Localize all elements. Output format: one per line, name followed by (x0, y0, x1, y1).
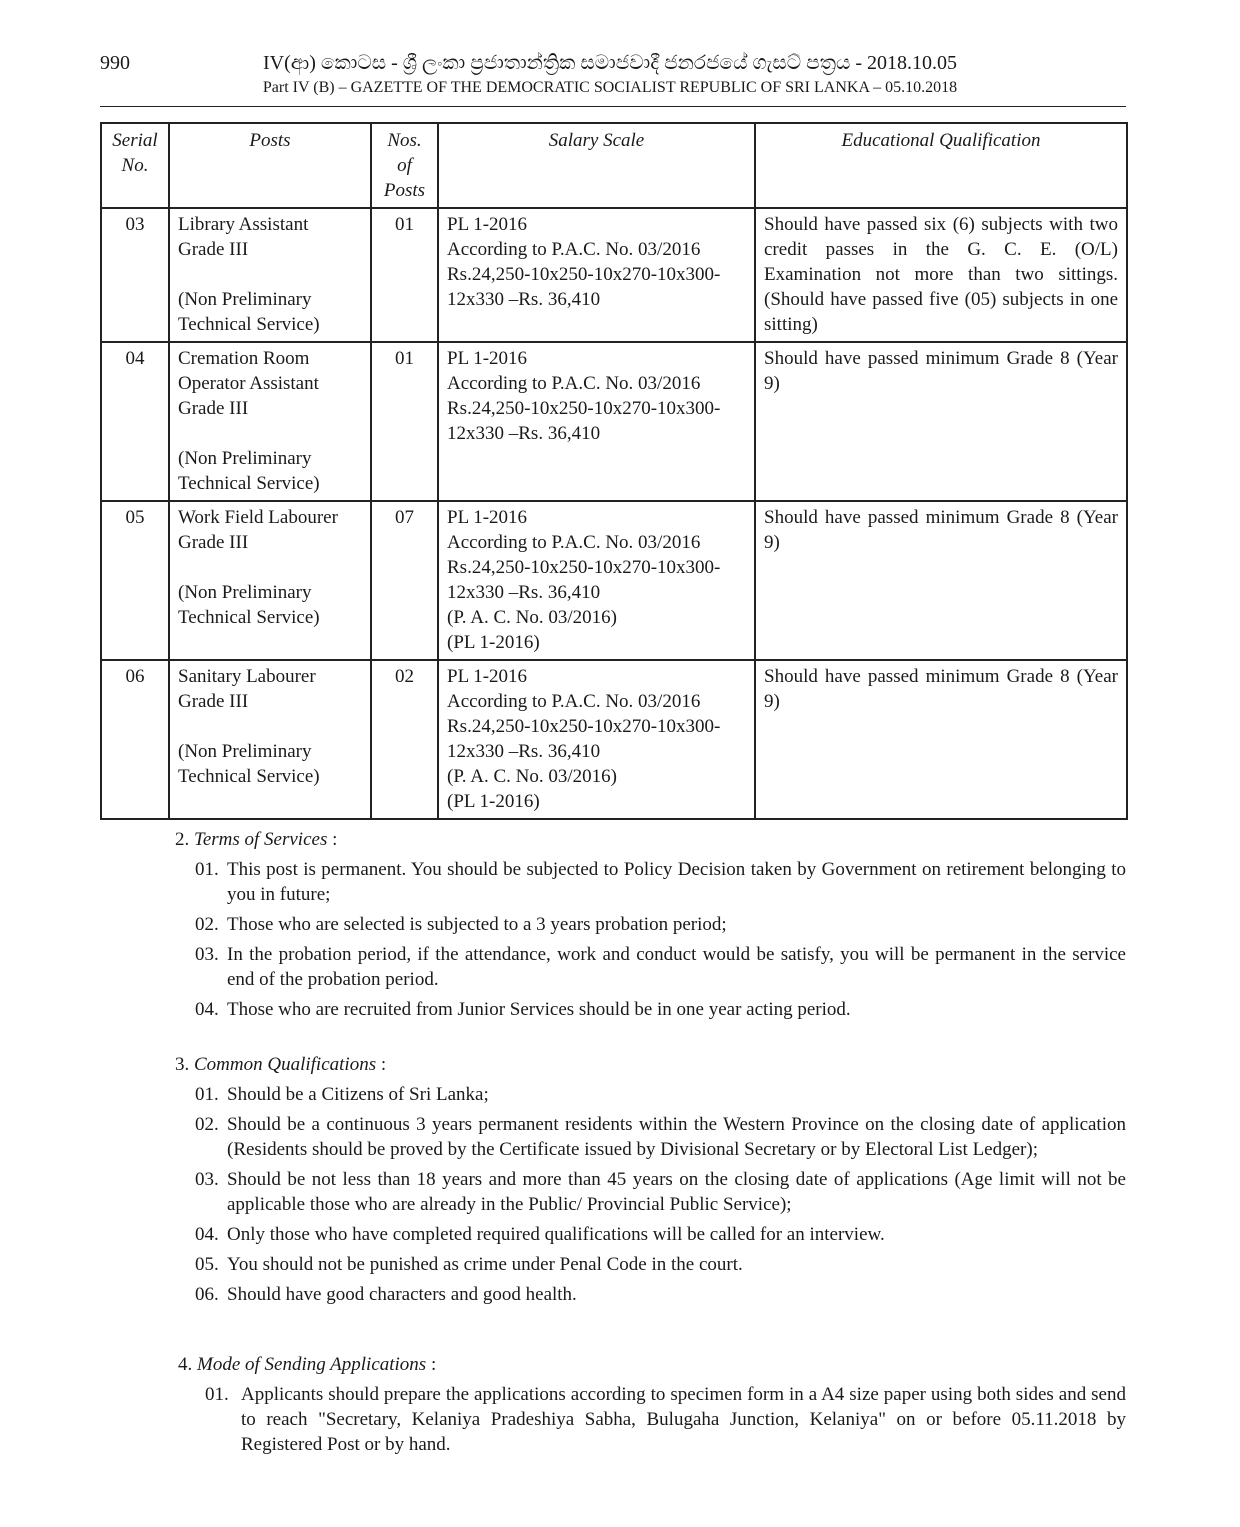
list-item (195, 1252, 1126, 1277)
list-item-number: 04. (195, 1224, 219, 1245)
table-row (101, 501, 1127, 660)
serial-number-cell: 03 (101, 208, 169, 342)
list-item (195, 912, 1126, 937)
number-of-posts-cell: 01 (371, 208, 438, 342)
list-item-number: 03. (195, 1169, 219, 1190)
post-name-cell: Cremation Room Operator Assistant Grade III (Non Preliminary Technical Service) (169, 342, 371, 501)
section-terms-of-services (175, 827, 1126, 1022)
serial-number-cell: 06 (101, 660, 169, 819)
number-of-posts-cell: 02 (371, 660, 438, 819)
serial-number-cell: 04 (101, 342, 169, 501)
page-number: 990 (100, 52, 130, 74)
list-item-text: You should not be punished as crime under Penal Code in the court. (227, 1254, 743, 1275)
educational-qualification-cell: Should have passed minimum Grade 8 (Year 9) (755, 660, 1127, 819)
header-nos-of-posts: Nos. of Posts (371, 123, 438, 208)
number-of-posts-cell: 07 (371, 501, 438, 660)
list-item-number: 01. (205, 1384, 229, 1405)
table-row (101, 208, 1127, 342)
list-item (195, 1282, 1126, 1307)
salary-scale-cell: PL 1-2016 According to P.A.C. No. 03/2016 Rs.24,250-10x250-10x270-10x300- 12x330 –Rs. 36,410 (P. A. C. No. 03/2016) (PL 1-2016) (438, 660, 755, 819)
educational-qualification-cell: Should have passed minimum Grade 8 (Year 9) (755, 342, 1127, 501)
educational-qualification-cell: Should have passed minimum Grade 8 (Year 9) (755, 501, 1127, 660)
list-item (195, 1112, 1126, 1162)
posts-table (100, 122, 1128, 820)
section-heading: 2. Terms of Services : (175, 829, 338, 850)
list-item-text: In the probation period, if the attendance, work and conduct would be satisfy, you will be permanent in the service end of the probation period. (227, 944, 1126, 990)
list-item-text: Should be a continuous 3 years permanent residents within the Western Province on the closing date of application (Residents should be proved by the Certificate issued by Divisional Secretary or by Electoral List Ledger); (227, 1114, 1126, 1160)
list-item-text: Those who are recruited from Junior Services should be in one year acting period. (227, 999, 851, 1020)
table-header-row (101, 123, 1127, 208)
list-item-text: Should be a Citizens of Sri Lanka; (227, 1084, 489, 1105)
salary-scale-cell: PL 1-2016 According to P.A.C. No. 03/2016 Rs.24,250-10x250-10x270-10x300- 12x330 –Rs. 36,410 (P. A. C. No. 03/2016) (PL 1-2016) (438, 501, 755, 660)
list-item-text: Those who are selected is subjected to a 3 years probation period; (227, 914, 727, 935)
table-row (101, 342, 1127, 501)
section-heading: 4. Mode of Sending Applications : (178, 1354, 437, 1375)
header-salary-scale: Salary Scale (438, 123, 755, 208)
list-item (205, 1382, 1126, 1457)
list-item (195, 942, 1126, 992)
post-name-cell: Library Assistant Grade III (Non Preliminary Technical Service) (169, 208, 371, 342)
list-item-text: Only those who have completed required qualifications will be called for an interview. (227, 1224, 885, 1245)
list-item-text: Should have good characters and good health. (227, 1284, 577, 1305)
post-name-cell: Sanitary Labourer Grade III (Non Preliminary Technical Service) (169, 660, 371, 819)
header-serial: Serial No. (101, 123, 169, 208)
number-of-posts-cell: 01 (371, 342, 438, 501)
list-item (195, 1082, 1126, 1107)
header-educational-qualification: Educational Qualification (755, 123, 1127, 208)
section-mode-of-sending-applications (175, 1352, 1126, 1457)
gazette-title-sinhala: IV(ආ) කොටස - ශ්‍රී ලංකා ප්‍රජාතාන්ත්‍රික සමාජවාදී ජනරජයේ ගැසට් පත්‍රය - 2018.10.05 (263, 52, 957, 74)
header-posts: Posts (169, 123, 371, 208)
list-item (195, 997, 1126, 1022)
list-item-text: This post is permanent. You should be subjected to Policy Decision taken by Government on retirement belonging to you in future; (227, 859, 1126, 905)
section-heading: 3. Common Qualifications : (175, 1054, 387, 1075)
section-common-qualifications (175, 1052, 1126, 1307)
list-item-text: Should be not less than 18 years and more than 45 years on the closing date of applications (Age limit will not be applicable those who are already in the Public/ Provincial Public Service); (227, 1169, 1126, 1215)
post-name-cell: Work Field Labourer Grade III (Non Preliminary Technical Service) (169, 501, 371, 660)
gazette-title-english: Part IV (B) – GAZETTE OF THE DEMOCRATIC SOCIALIST REPUBLIC OF SRI LANKA – 05.10.2018 (262, 79, 958, 96)
table-row (101, 660, 1127, 819)
list-item-number: 01. (195, 859, 219, 880)
list-item-number: 05. (195, 1254, 219, 1275)
list-item-number: 03. (195, 944, 219, 965)
list-item-number: 06. (195, 1284, 219, 1305)
header-divider (100, 106, 1126, 107)
list-item-number: 04. (195, 999, 219, 1020)
salary-scale-cell: PL 1-2016 According to P.A.C. No. 03/2016 Rs.24,250-10x250-10x270-10x300- 12x330 –Rs. 36,410 (438, 208, 755, 342)
list-item-number: 01. (195, 1084, 219, 1105)
list-item-number: 02. (195, 914, 219, 935)
list-item (195, 857, 1126, 907)
list-item (195, 1222, 1126, 1247)
serial-number-cell: 05 (101, 501, 169, 660)
list-item-number: 02. (195, 1114, 219, 1135)
salary-scale-cell: PL 1-2016 According to P.A.C. No. 03/2016 Rs.24,250-10x250-10x270-10x300- 12x330 –Rs. 36,410 (438, 342, 755, 501)
educational-qualification-cell: Should have passed six (6) subjects with two credit passes in the G. C. E. (O/L) Examination not more than two sittings. (Should have passed five (05) subjects in one sitting) (755, 208, 1127, 342)
list-item (195, 1167, 1126, 1217)
list-item-text: Applicants should prepare the applications according to specimen form in a A4 size paper using both sides and send to reach "Secretary, Kelaniya Pradeshiya Sabha, Bulugaha Junction, Kelaniya" on or before 05.11.2018 by Registered Post or by hand. (241, 1384, 1126, 1455)
